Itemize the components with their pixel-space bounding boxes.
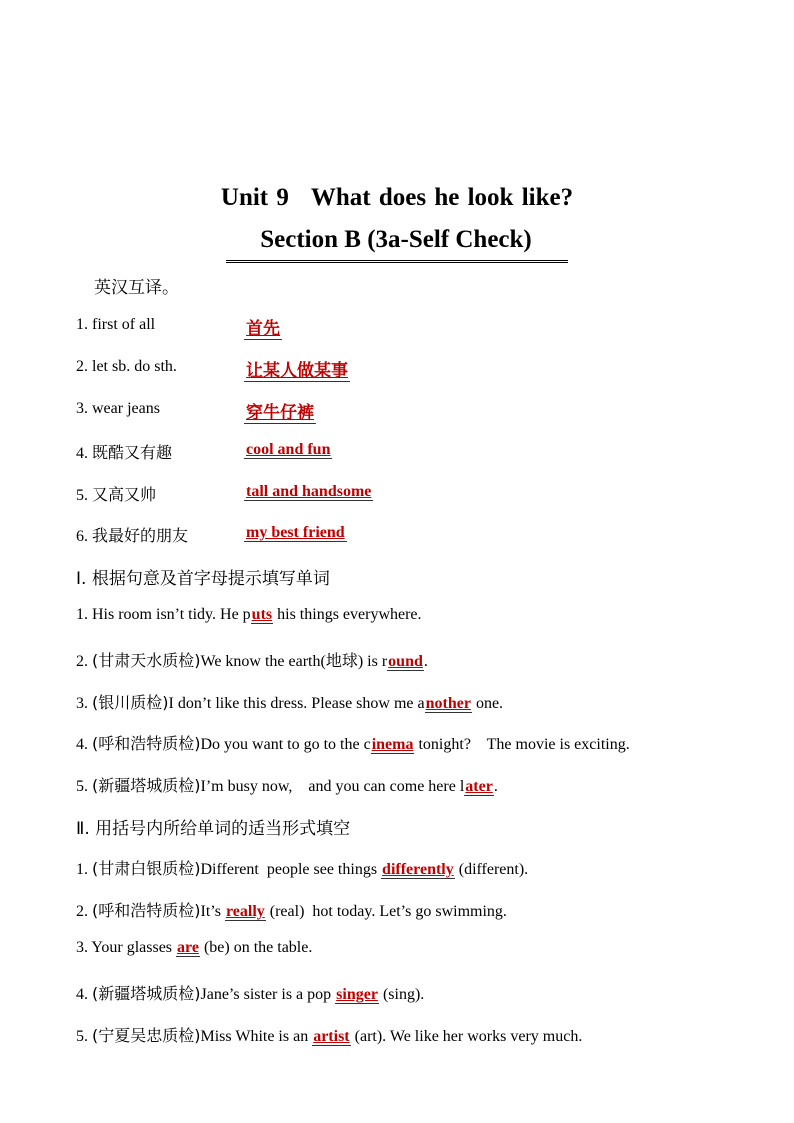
sentence-after: tonight? The movie is exciting. (414, 736, 630, 753)
source-tag: (新疆塔城质检) (92, 776, 201, 795)
section-title (0, 226, 794, 263)
vocab-prompt: 又高又帅 (92, 485, 157, 504)
answer: inema (371, 736, 414, 753)
vocab-item (76, 440, 172, 463)
sentence-before: It’s (200, 903, 225, 920)
vocab-prompt: first of all (92, 316, 156, 333)
sentence-after: (art). We like her works very much. (350, 1028, 583, 1045)
answer: nother (425, 695, 471, 712)
sentence-before: I don’t like this dress. Please show me a (168, 695, 425, 712)
part1-item (76, 773, 498, 796)
answer: uts (251, 606, 273, 623)
vocab-item (76, 400, 160, 418)
part1-item (76, 606, 422, 624)
item-number: 1. (76, 606, 88, 623)
unit-label: Unit 9 (220, 184, 289, 211)
unit-question: What does he look like? (310, 184, 574, 211)
sentence-before: Your glasses (91, 939, 177, 956)
source-tag: (呼和浩特质检) (92, 734, 201, 753)
part1-item (76, 648, 428, 671)
sentence-before: I’m busy now, and you can come here l (200, 778, 465, 795)
sentence-after: his things everywhere. (273, 606, 422, 623)
vocab-item (76, 358, 177, 376)
sentence-after: (be) on the table. (199, 939, 313, 956)
sentence-after: . (423, 653, 428, 670)
sentence-before: Miss White is an (200, 1028, 313, 1045)
item-number: 4. (76, 986, 88, 1003)
vocab-answer: cool and fun (246, 441, 331, 458)
sentence-after: (real) hot today. Let’s go swimming. (265, 903, 507, 920)
part2-item (76, 1023, 582, 1046)
part2-item (76, 898, 507, 921)
vocab-item (76, 316, 155, 334)
vocab-heading: 英汉互译。 (94, 278, 179, 298)
item-number: 6. (76, 528, 88, 545)
source-tag: (呼和浩特质检) (92, 901, 201, 920)
part1-heading: Ⅰ. 根据句意及首字母提示填写单词 (76, 569, 330, 589)
item-number: 3. (76, 400, 88, 417)
vocab-item (76, 523, 188, 546)
part1-item (76, 690, 503, 713)
answer: singer (336, 986, 378, 1003)
sentence-before: Jane’s sister is a pop (200, 986, 336, 1003)
sentence-after: one. (471, 695, 504, 712)
answer: ound (388, 653, 423, 670)
source-tag: (甘肃白银质检) (92, 859, 201, 878)
vocab-answer: 让某人做某事 (246, 361, 348, 381)
answer: differently (382, 861, 454, 878)
item-number: 2. (76, 358, 88, 375)
item-number: 5. (76, 778, 88, 795)
part1-item (76, 731, 630, 754)
answer: artist (313, 1028, 350, 1045)
vocab-answer: 首先 (246, 319, 280, 339)
item-number: 2. (76, 903, 88, 920)
sentence-after: . (493, 778, 498, 795)
sentence-before: His room isn’t tidy. He p (92, 606, 251, 623)
section-label: Section B (3a-Self Check) (226, 226, 568, 263)
page-title (0, 184, 794, 212)
vocab-prompt: 我最好的朋友 (92, 526, 189, 545)
answer: ater (465, 778, 493, 795)
source-tag: (银川质检) (92, 693, 169, 712)
vocab-prompt: 既酷又有趣 (92, 443, 173, 462)
source-tag: (新疆塔城质检) (92, 984, 201, 1003)
item-number: 4. (76, 736, 88, 753)
item-number: 5. (76, 487, 88, 504)
part2-item (76, 939, 312, 957)
vocab-prompt: let sb. do sth. (92, 358, 177, 375)
part2-heading: Ⅱ. 用括号内所给单词的适当形式填空 (76, 819, 351, 839)
sentence-before: Different people see things (200, 861, 382, 878)
item-number: 4. (76, 445, 88, 462)
sentence-after: (sing). (378, 986, 425, 1003)
part2-item (76, 856, 528, 879)
sentence-before: We know the earth(地球) is r (200, 653, 388, 670)
part2-item (76, 981, 424, 1004)
item-number: 1. (76, 316, 88, 333)
answer: really (225, 903, 265, 920)
sentence-before: Do you want to go to the c (200, 736, 371, 753)
source-tag: (甘肃天水质检) (92, 651, 201, 670)
answer: are (177, 939, 199, 956)
vocab-answer: tall and handsome (246, 483, 372, 500)
vocab-prompt: wear jeans (92, 400, 160, 417)
item-number: 5. (76, 1028, 88, 1045)
item-number: 2. (76, 653, 88, 670)
item-number: 1. (76, 861, 88, 878)
vocab-answer: 穿牛仔裤 (246, 403, 314, 423)
vocab-answer: my best friend (246, 524, 345, 541)
item-number: 3. (76, 939, 88, 956)
item-number: 3. (76, 695, 88, 712)
vocab-item (76, 482, 156, 505)
sentence-after: (different). (454, 861, 529, 878)
source-tag: (宁夏吴忠质检) (92, 1026, 201, 1045)
